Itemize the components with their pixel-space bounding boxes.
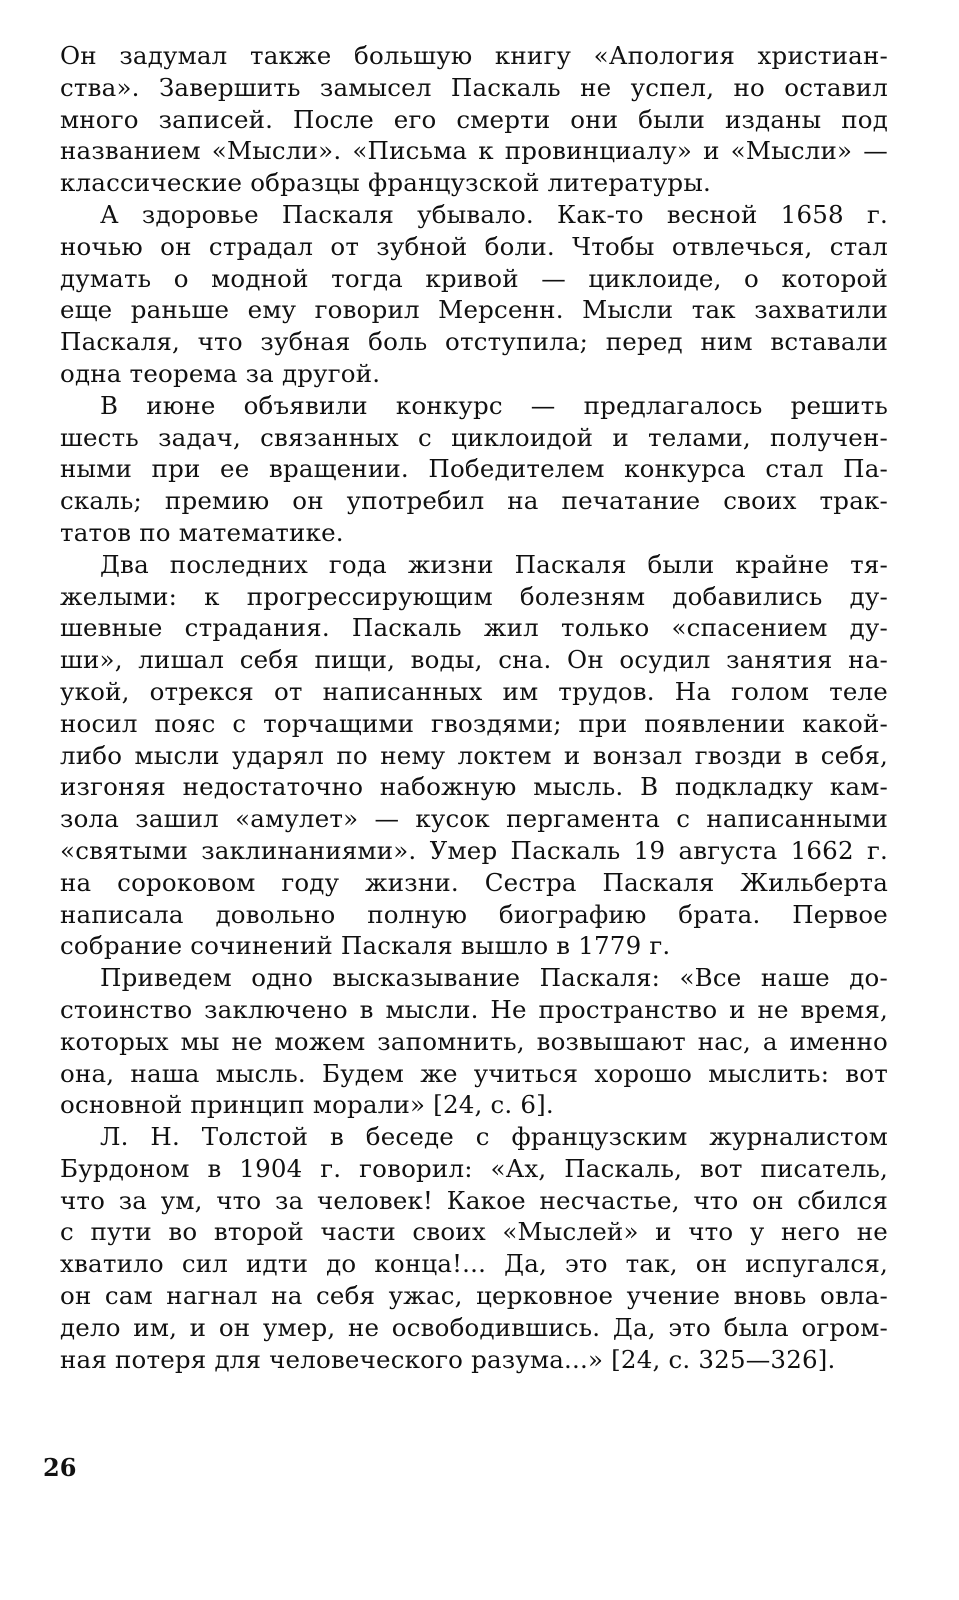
text-line: которых мы не можем запомнить, возвышают нас, а именно xyxy=(60,1026,888,1056)
text-line: одна теорема за другой. xyxy=(60,358,381,388)
text-line: зола зашил «амулет» — кусок пергамента с написанными xyxy=(60,804,888,834)
text-line: основной принцип морали» [24, с. 6]. xyxy=(60,1090,554,1120)
text-line: А здоровье Паскаля убывало. Как-то весной 1658 г. xyxy=(100,199,888,229)
text-line: Л. Н. Толстой в беседе с французским журналистом xyxy=(100,1122,888,1152)
text-line: Он задумал также большую книгу «Апология христиан- xyxy=(60,41,888,70)
text-line: В июне объявили конкурс — предлагалось решить xyxy=(100,390,888,420)
paragraph xyxy=(60,199,888,390)
text-line: написала довольно полную биографию брата. Первое xyxy=(60,899,888,929)
text-line: на сороковом году жизни. Сестра Паскаля Жильберта xyxy=(60,867,888,897)
paragraph xyxy=(60,549,888,962)
text-line: шесть задач, связанных с циклоидой и телами, получен- xyxy=(60,422,888,452)
text-line: что за ум, что за человек! Какое несчастье, что он сбился xyxy=(60,1185,888,1215)
text-line: думать о модной тогда кривой — циклоиде, о которой xyxy=(60,263,888,293)
text-line: еще раньше ему говорил Мерсенн. Мысли так захватили xyxy=(60,295,888,325)
text-line: Два последних года жизни Паскаля были крайне тя- xyxy=(100,549,888,579)
text-line: носил пояс с торчащими гвоздями; при появлении какой- xyxy=(60,708,888,738)
text-line: «святыми заклинаниями». Умер Паскаль 19 августа 1662 г. xyxy=(60,835,888,865)
text-line: ная потеря для человеческого разума...» [24, с. 325—326]. xyxy=(60,1344,836,1374)
text-line: названием «Мысли». «Письма к провинциалу» и «Мысли» — xyxy=(60,136,888,166)
text-line: стоинство заключено в мысли. Не пространство и не время, xyxy=(60,994,888,1024)
paragraph xyxy=(60,390,888,549)
body-text xyxy=(60,40,888,1375)
text-line: ными при ее вращении. Победителем конкурса стал Па- xyxy=(60,454,888,484)
paragraph xyxy=(60,40,888,199)
text-line: желыми: к прогрессирующим болезням добавились ду- xyxy=(60,581,888,611)
text-line: много записей. После его смерти они были изданы под xyxy=(60,104,888,134)
text-line: классические образцы французской литературы. xyxy=(60,168,712,198)
text-line: ночью он страдал от зубной боли. Чтобы отвлечься, стал xyxy=(60,231,888,261)
text-line: собрание сочинений Паскаля вышло в 1779 г. xyxy=(60,931,671,961)
text-line: укой, отрекся от написанных им трудов. На голом теле xyxy=(60,676,888,706)
page-number: 26 xyxy=(43,1453,77,1482)
text-line: с пути во второй части своих «Мыслей» и что у него не xyxy=(60,1217,888,1247)
text-line: Приведем одно высказывание Паскаля: «Все наше до- xyxy=(100,963,888,993)
text-line: хватило сил идти до конца!... Да, это так, он испугался, xyxy=(60,1249,888,1279)
text-line: ства». Завершить замысел Паскаль не успел, но оставил xyxy=(60,72,888,102)
paragraph xyxy=(60,1121,888,1375)
text-line: он сам нагнал на себя ужас, церковное учение вновь овла- xyxy=(60,1281,888,1311)
text-line: изгоняя недостаточно набожную мысль. В подкладку кам- xyxy=(60,772,888,802)
text-line: татов по математике. xyxy=(60,517,344,547)
text-line: скаль; премию он употребил на печатание своих трак- xyxy=(60,486,888,516)
text-line: Паскаля, что зубная боль отступила; перед ним вставали xyxy=(60,327,888,357)
text-line: либо мысли ударял по нему локтем и вонзал гвозди в себя, xyxy=(60,740,888,770)
paragraph xyxy=(60,962,888,1121)
text-line: дело им, и он умер, не освободившись. Да, это была огром- xyxy=(60,1312,888,1342)
text-line: она, наша мысль. Будем же учиться хорошо мыслить: вот xyxy=(60,1058,888,1088)
text-line: Бурдоном в 1904 г. говорил: «Ах, Паскаль, вот писатель, xyxy=(60,1153,888,1183)
text-line: ши», лишал себя пищи, воды, сна. Он осудил занятия на- xyxy=(60,645,888,675)
text-line: шевные страдания. Паскаль жил только «спасением ду- xyxy=(60,613,888,643)
